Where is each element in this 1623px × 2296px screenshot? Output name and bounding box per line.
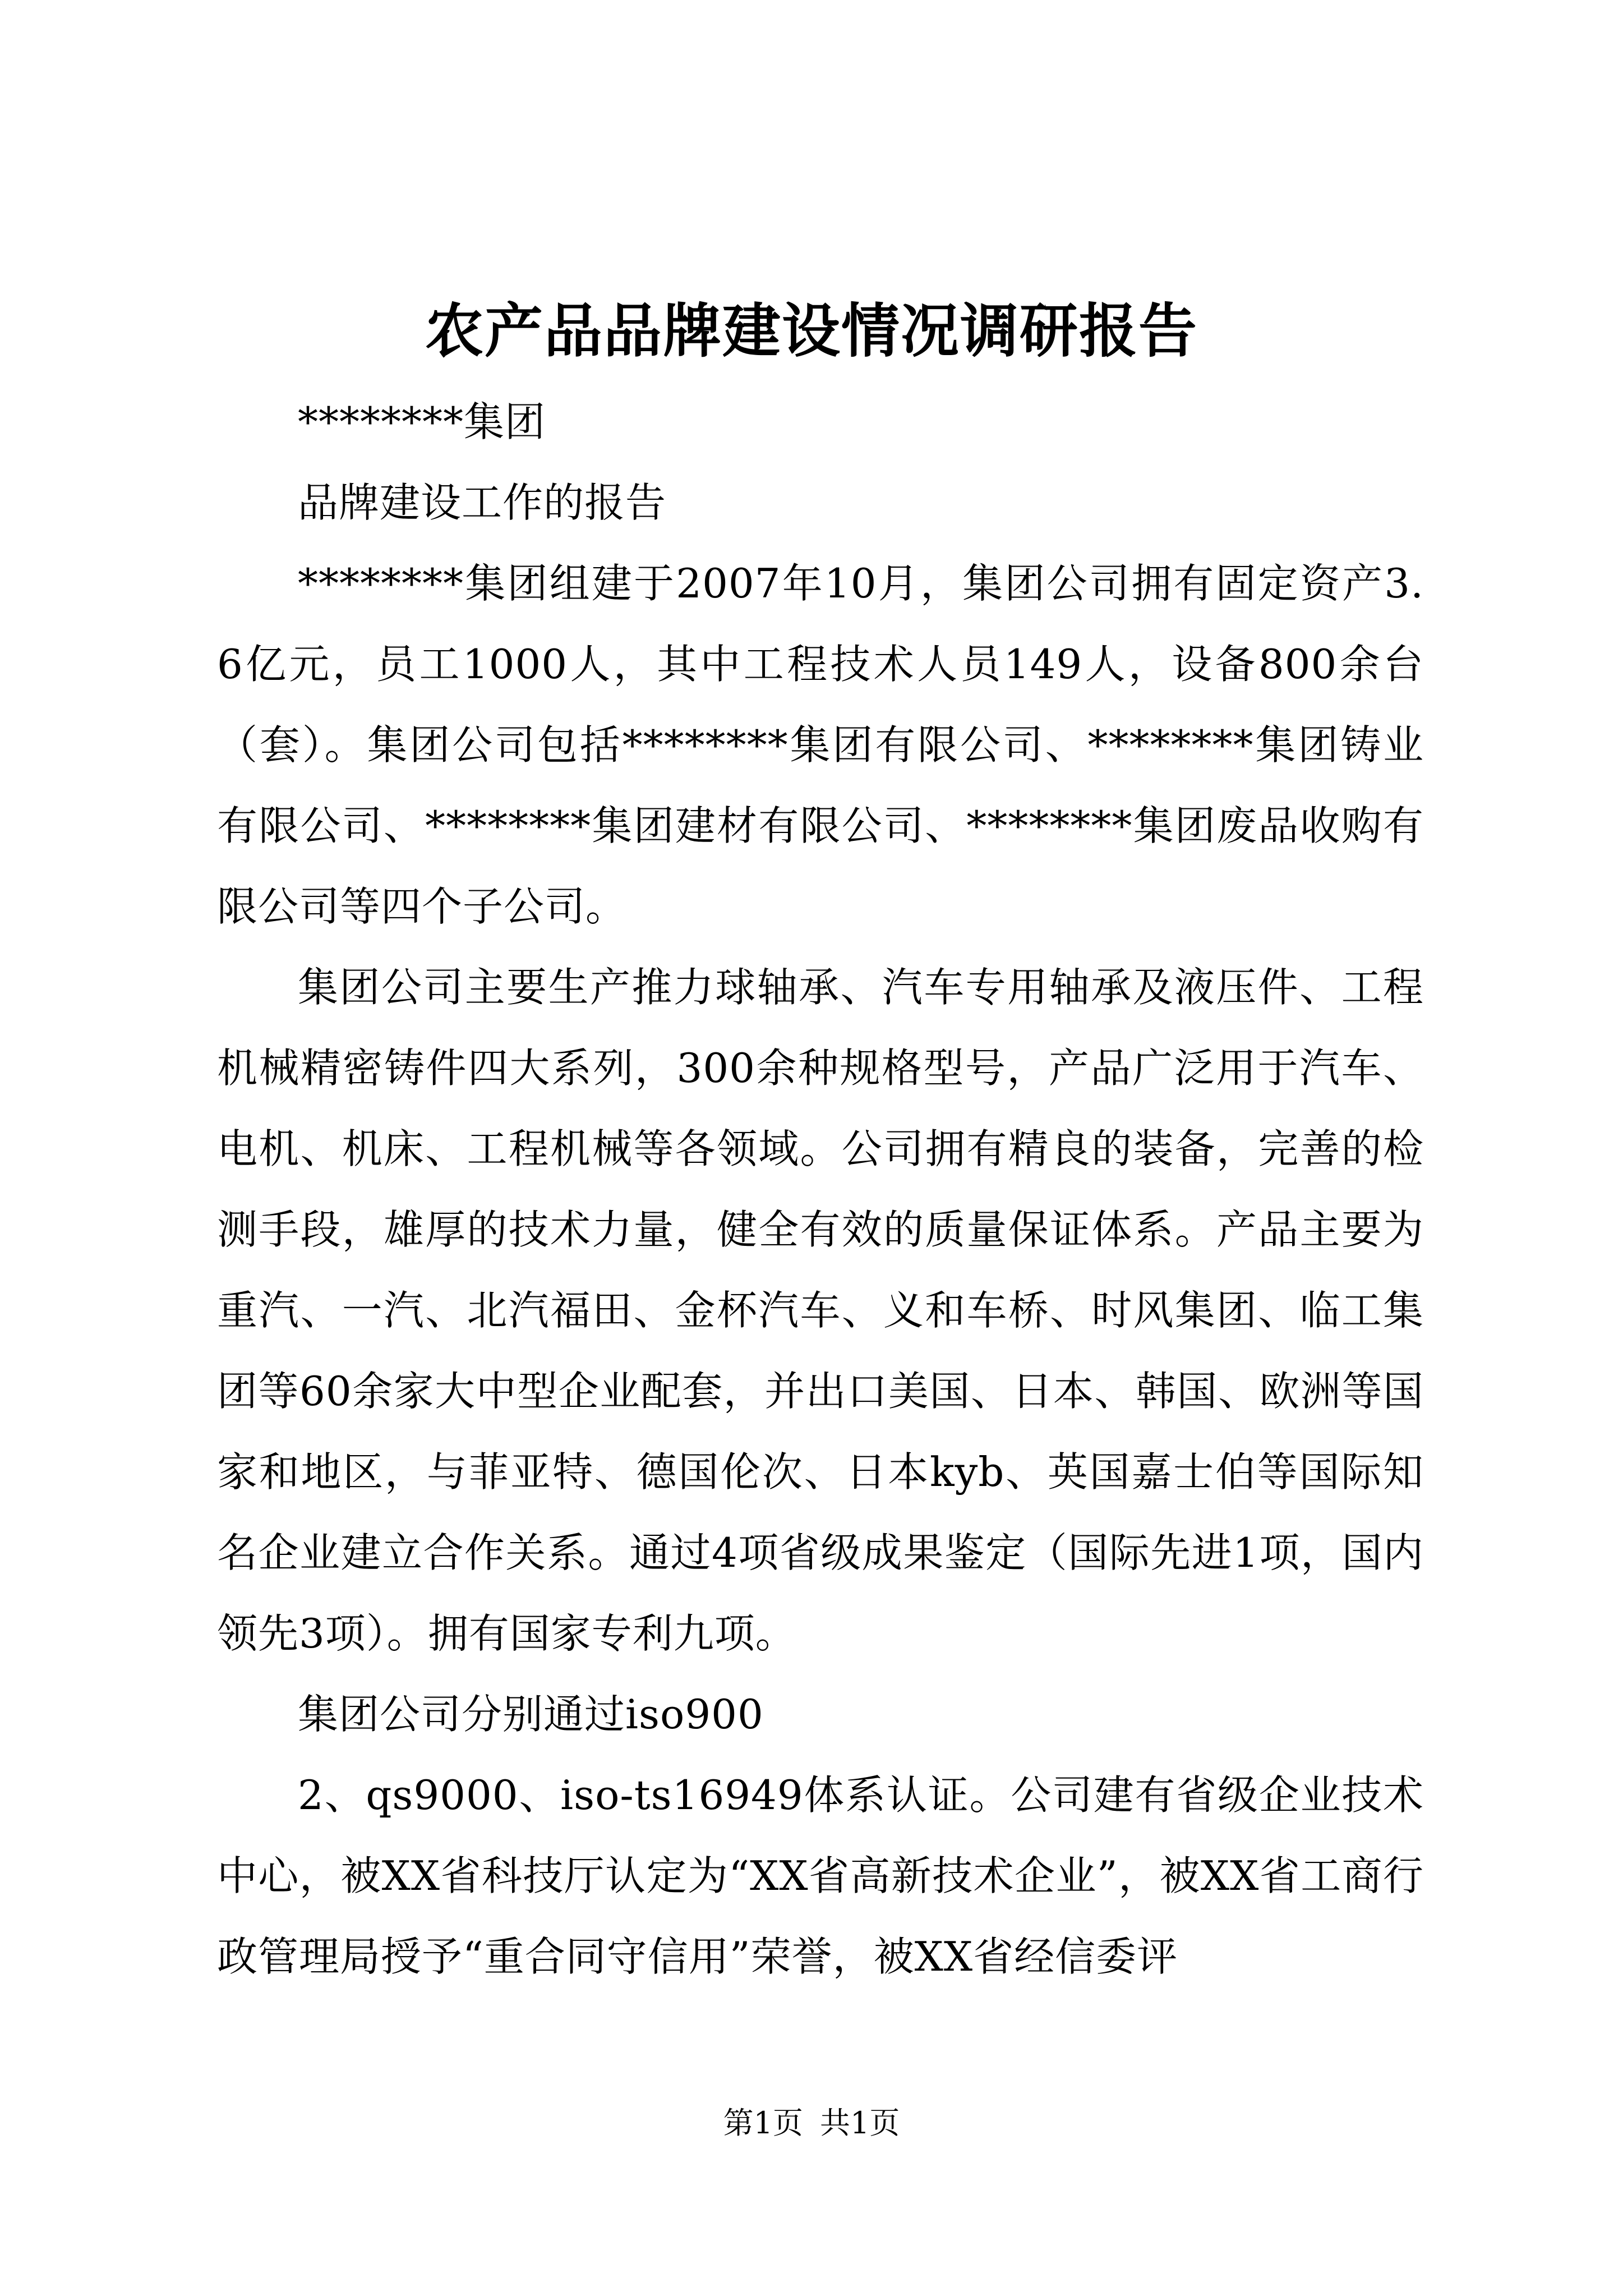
document-title: 农产品品牌建设情况调研报告: [425, 296, 1198, 365]
page-number-current: 第1页: [723, 2105, 803, 2141]
paragraph-certification: 集团公司分别通过iso900: [298, 1691, 764, 1738]
paragraph-certification-continued: 2、qs9000、iso-ts16949体系认证。公司建有省级企业技术中心，被XX省科技厅认定为“XX省高新技术企业”，被XX省工商行政管理局授予“重合同守信用”荣誉，被XX省经信委评: [217, 1772, 1424, 1980]
page-footer: [0, 2101, 1623, 2146]
paragraph-subtitle: 品牌建设工作的报告: [298, 479, 667, 526]
page-number-total: 共1页: [820, 2105, 900, 2141]
paragraph-company-overview: ********集团组建于2007年10月，集团公司拥有固定资产3.6亿元，员工1000人，其中工程技术人员149人，设备800余台（套）。集团公司包括********集团有限公司、********集团铸业有限公司、********集团建材有限公司、********集团废品收购有限公司等四个子公司。: [217, 560, 1424, 930]
document-body: [217, 381, 1424, 1997]
paragraph-products: 集团公司主要生产推力球轴承、汽车专用轴承及液压件、工程机械精密铸件四大系列，300余种规格型号，产品广泛用于汽车、电机、机床、工程机械等各领域。公司拥有精良的装备，完善的检测手段，雄厚的技术力量，健全有效的质量保证体系。产品主要为重汽、一汽、北汽福田、金杯汽车、义和车桥、时风集团、临工集团等60余家大中型企业配套，并出口美国、日本、韩国、欧洲等国家和地区，与菲亚特、德国伦次、日本kyb、英国嘉士伯等国际知名企业建立合作关系。通过4项省级成果鉴定（国际先进1项，国内领先3项）。拥有国家专利九项。: [217, 964, 1424, 1657]
paragraph-group-name: ********集团: [298, 398, 546, 445]
